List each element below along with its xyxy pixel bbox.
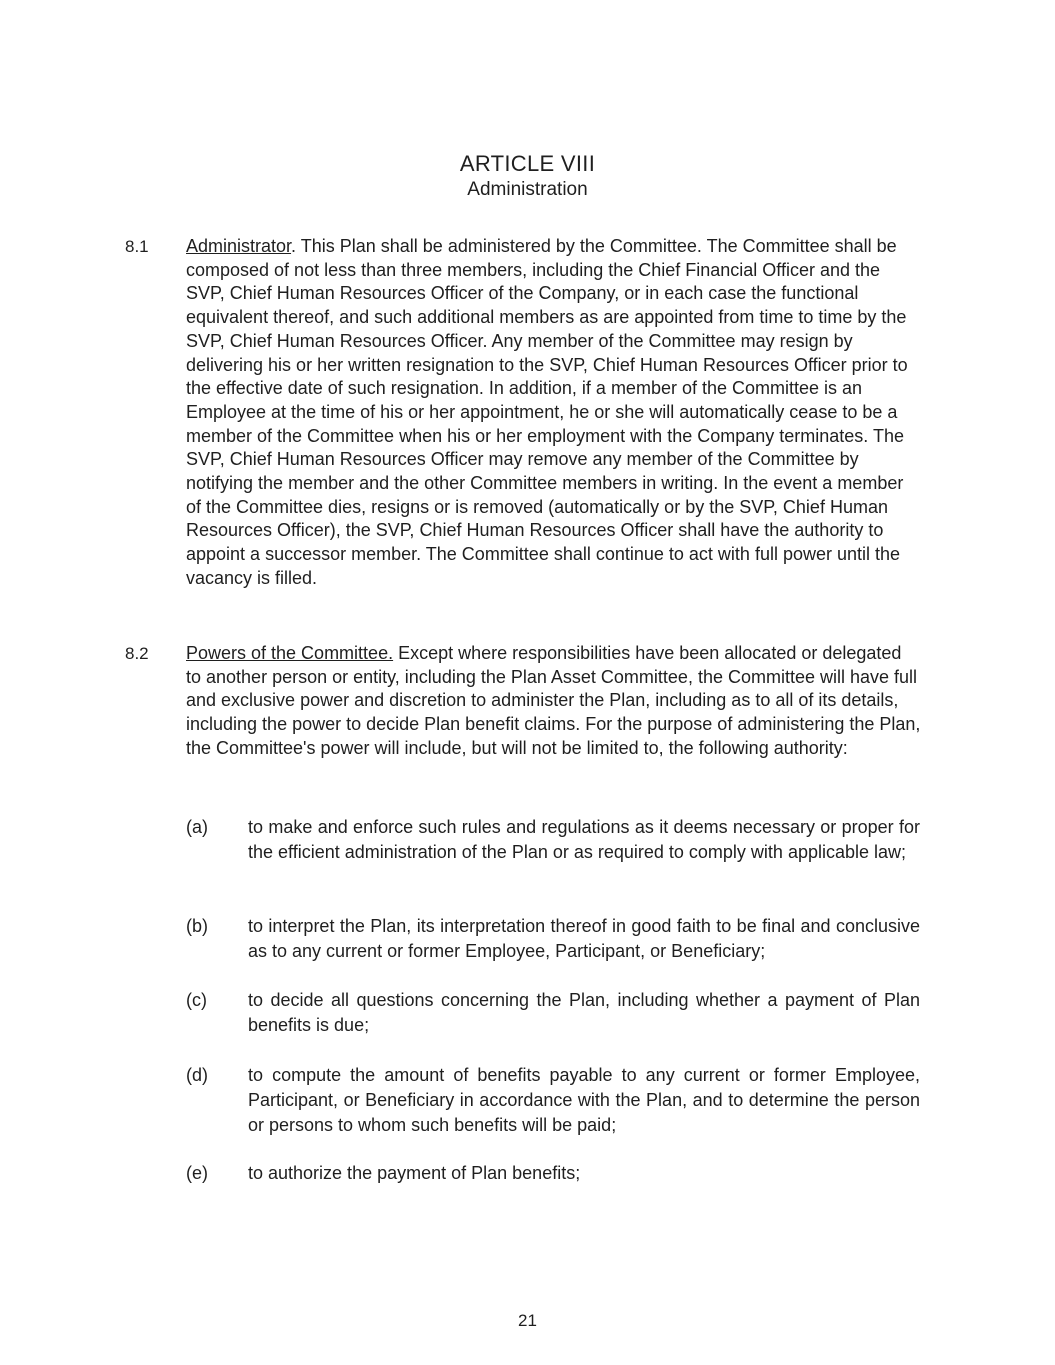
section-heading: Administrator xyxy=(186,236,292,256)
list-item-label: (d) xyxy=(186,1065,208,1085)
list-item-label: (b) xyxy=(186,916,208,936)
section-heading-suffix: . xyxy=(291,236,297,256)
list-item-text: to make and enforce such rules and regulations as it deems necessary or proper for the efficient administration of the Plan or as required to comply with applicable law; xyxy=(248,817,920,862)
list-item-label: (e) xyxy=(186,1163,208,1183)
article-subtitle: Administration xyxy=(467,179,588,200)
list-item-text: to interpret the Plan, its interpretation thereof in good faith to be final and conclusive as to any current or former Employee, Participant, or Beneficiary; xyxy=(248,916,920,961)
list-item-text: to compute the amount of benefits payable to any current or former Employee, Participant, or Beneficiary in accordance with the Plan, and to determine the person or persons to whom such benefits will be paid; xyxy=(248,1065,920,1135)
article-header xyxy=(0,150,1055,202)
section-body xyxy=(186,235,921,591)
list-item-text: to authorize the payment of Plan benefits; xyxy=(248,1163,581,1183)
section-text: Except where responsibilities have been allocated or delegated to another person or entity, including the Plan Asset Committee, the Committee will have full and exclusive power and discretion to administer the Plan, including as to all of its details, including the power to decide Plan benefit claims. For the purpose of administering the Plan, the Committee's power will include, but will not be limited to, the following authority: xyxy=(186,643,921,758)
article-title: ARTICLE VIII xyxy=(459,151,596,176)
list-item-label: (a) xyxy=(186,817,208,837)
section-body xyxy=(186,642,921,761)
section-number: 8.2 xyxy=(125,644,149,663)
section-text: This Plan shall be administered by the Committee. The Committee shall be composed of not less than three members, including the Chief Financial Officer and the SVP, Chief Human Resources Officer of the Company, or in each case the functional equivalent thereof, and such additional members as are appointed from time to time by the SVP, Chief Human Resources Officer. Any member of the Committee may resign by delivering his or her written resignation to the SVP, Chief Human Resources Officer prior to the effective date of such resignation. In addition, if a member of the Committee is an Employee at the time of his or her appointment, he or she will automatically cease to be a member of the Committee when his or her employment with the Company terminates. The SVP, Chief Human Resources Officer may remove any member of the Committee by notifying the member and the other Committee members in writing. In the event a member of the Committee dies, resigns or is removed (automatically or by the SVP, Chief Human Resources Officer), the SVP, Chief Human Resources Officer shall have the authority to appoint a successor member. The Committee shall continue to act with full power until the vacancy is filled. xyxy=(186,236,908,588)
page-number: 21 xyxy=(518,1311,537,1330)
list-item-label: (c) xyxy=(186,990,207,1010)
section-heading: Powers of the Committee. xyxy=(186,643,394,663)
list-item-text: to decide all questions concerning the Plan, including whether a payment of Plan benefits is due; xyxy=(248,990,920,1035)
section-number: 8.1 xyxy=(125,237,149,256)
